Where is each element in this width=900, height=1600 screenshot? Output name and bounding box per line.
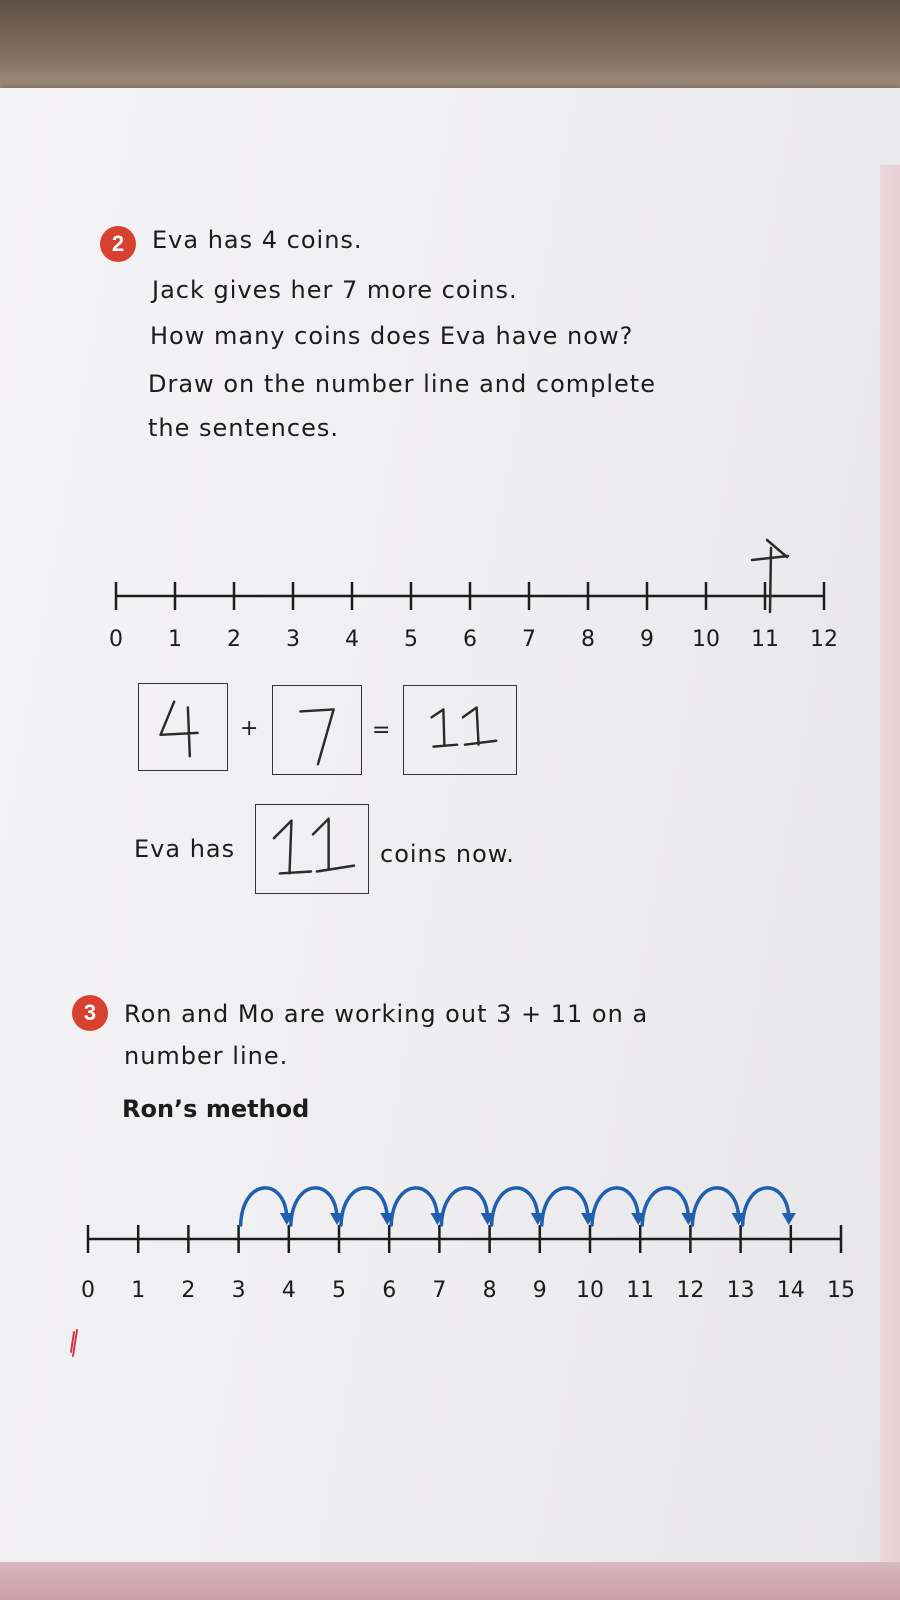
question-2-line-1: Eva has 4 coins. <box>152 226 363 254</box>
tick-label-1: 1 <box>168 627 182 652</box>
tick-label-10: 10 <box>692 627 720 652</box>
tick-label-1: 1 <box>131 1278 146 1303</box>
tick-label-2: 2 <box>227 627 241 652</box>
tick-label-11: 11 <box>751 627 779 652</box>
tick-label-12: 12 <box>676 1278 705 1303</box>
sentence-after: coins now. <box>380 840 515 868</box>
question-2-line-3: How many coins does Eva have now? <box>150 322 634 350</box>
tick-label-4: 4 <box>281 1278 296 1303</box>
tick-label-6: 6 <box>382 1278 397 1303</box>
tick-label-4: 4 <box>345 627 359 652</box>
equals-sign: = <box>372 718 391 743</box>
question-3-line-1: Ron and Mo are working out 3 + 11 on a <box>124 1000 649 1028</box>
question-3-badge: 3 <box>72 995 108 1031</box>
question-2-line-2: Jack gives her 7 more coins. <box>152 276 518 304</box>
tick-label-8: 8 <box>581 627 595 652</box>
tick-label-13: 13 <box>726 1278 755 1303</box>
plus-sign: + <box>240 716 259 741</box>
tick-label-2: 2 <box>181 1278 196 1303</box>
question-2-line-4: Draw on the number line and complete <box>148 370 656 398</box>
question-2-line-5: the sentences. <box>148 414 339 442</box>
tick-label-3: 3 <box>231 1278 246 1303</box>
tick-label-8: 8 <box>482 1278 497 1303</box>
tick-label-3: 3 <box>286 627 300 652</box>
sentence-before: Eva has <box>134 835 236 863</box>
tick-label-5: 5 <box>404 627 418 652</box>
question-2-badge: 2 <box>100 226 136 262</box>
tick-label-7: 7 <box>432 1278 447 1303</box>
rons-method-heading: Ron’s method <box>122 1095 310 1123</box>
tick-label-9: 9 <box>640 627 654 652</box>
tick-label-11: 11 <box>626 1278 655 1303</box>
tick-label-5: 5 <box>332 1278 346 1303</box>
tick-label-7: 7 <box>522 627 536 652</box>
tick-label-0: 0 <box>81 1278 95 1303</box>
tick-label-14: 14 <box>776 1278 805 1303</box>
tick-label-6: 6 <box>463 627 477 652</box>
tick-label-10: 10 <box>576 1278 604 1303</box>
question-3-line-2: number line. <box>124 1042 289 1070</box>
tick-label-12: 12 <box>810 627 838 652</box>
tick-label-9: 9 <box>532 1278 547 1303</box>
tick-label-15: 15 <box>827 1278 855 1303</box>
tick-label-0: 0 <box>109 627 123 652</box>
